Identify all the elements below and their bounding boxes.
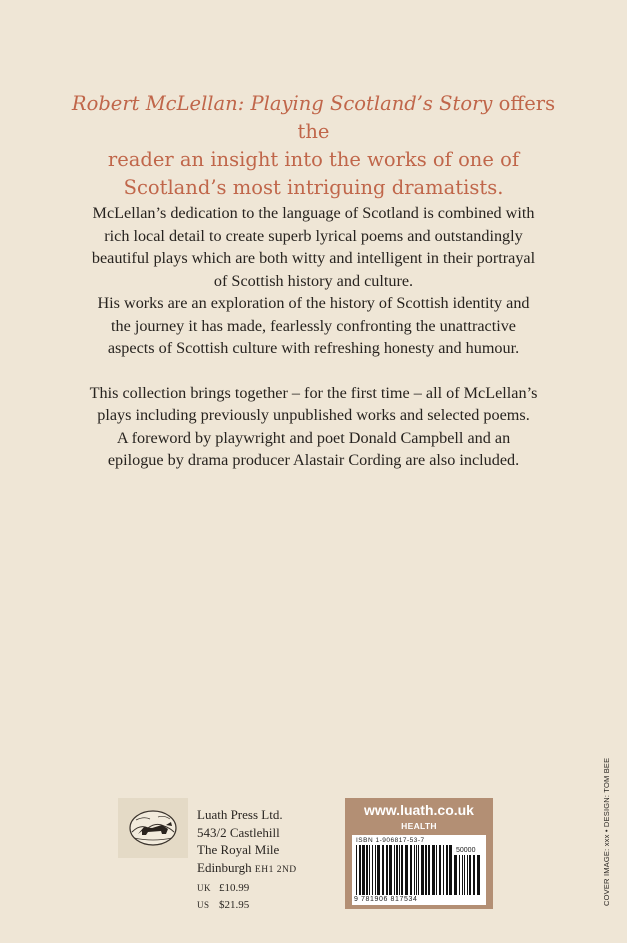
price-list [197,880,249,914]
barcode-bar [394,845,395,895]
barcode-bar [436,845,437,895]
barcode-bar [443,845,444,895]
barcode-bar [410,845,412,895]
barcode-bar [377,845,380,895]
barcode-bar [467,855,468,895]
barcode-bar [416,845,417,895]
barcode-bar [389,845,392,895]
intro-blurb [60,90,567,202]
publisher-area: The Royal Mile [197,842,280,857]
barcode-bar [399,845,400,895]
price-amount: £10.99 [219,882,250,894]
paragraph-line: His works are an exploration of the history of Scottish identity and [97,294,530,312]
price-row [197,897,249,914]
design-credit: COVER IMAGE: xxx • DESIGN: TOM BEE [602,757,611,906]
barcode-bar [449,845,452,895]
barcode-bar [375,845,376,895]
paragraph-line: the journey it has made, fearlessly confronting the unattractive [111,316,516,335]
price-barcode-icon [454,855,482,895]
luath-dog-logo-icon [118,798,188,858]
barcode-bar [439,845,441,895]
publisher-address [197,806,297,879]
barcode-area [352,835,486,905]
publisher-name: Luath Press Ltd. [197,807,283,822]
publisher-street: 543/2 Castlehill [197,824,280,840]
paragraph-line: aspects of Scottish culture with refreshing honesty and humour. [107,339,520,357]
barcode-bar [366,845,368,895]
barcode-bar [382,845,384,895]
paragraph-line: epilogue by drama producer Alastair Cording are also included. [107,451,520,469]
barcode-bar [414,845,415,895]
barcode-bar [356,845,357,895]
paragraph-line: plays including previously unpublished works and selected poems. [97,406,530,424]
barcode-panel [345,798,493,909]
description [50,202,577,472]
category-label: HEALTH [401,821,437,831]
barcode-bar [462,855,463,895]
publisher-postcode: EH1 2ND [254,864,297,875]
barcode-bar [372,845,373,895]
barcode-bar [464,855,465,895]
ean-barcode-icon [356,845,452,895]
paragraph-line: McLellan’s dedication to the language of Scotland is combined with [92,204,535,222]
price-row [197,880,249,897]
paragraph-line: of Scottish history and culture. [213,271,414,290]
barcode-bar [396,845,398,895]
barcode-bar [454,855,457,895]
barcode-bar [359,845,361,895]
barcode-bar [401,845,403,895]
barcode-bar [469,855,471,895]
barcode-bar [405,845,408,895]
isbn-label: ISBN 1-906817-53-7 [356,837,425,844]
publisher-city: Edinburgh [197,859,252,875]
ean-number: 9 781906 817534 [354,896,418,903]
website-url: www.luath.co.uk [364,802,474,818]
intro-line-3: Scotland’s most intriguing dramatists. [123,176,504,199]
barcode-bar [386,845,388,895]
intro-line-1: Robert McLellan: Playing Scotland’s Story offers the [71,92,556,143]
book-title: Robert McLellan: Playing Scotland’s Story [71,92,493,115]
barcode-bar [446,845,448,895]
barcode-bar [421,845,424,895]
paragraph-line: beautiful plays which are both witty and intelligent in their portrayal [91,249,536,267]
barcode-bar [362,845,365,895]
price-amount: $21.95 [219,899,250,911]
barcode-bar [418,845,419,895]
paragraph-line: A foreword by playwright and poet Donald Campbell and an [116,428,511,447]
publisher-city-line [197,859,297,880]
price-currency: US [197,900,210,910]
price-currency: UK [197,883,211,893]
intro-line-2: reader an insight into the works of one of [107,148,520,171]
barcode-bar [473,855,475,895]
barcode-bar [477,855,480,895]
barcode-bar [425,845,427,895]
price-code: 50000 [456,847,476,854]
barcode-bar [432,845,435,895]
paragraph-line: rich local detail to create superb lyrical poems and outstandingly [104,226,523,245]
barcode-bar [459,855,460,895]
barcode-bar [369,845,370,895]
barcode-bar [428,845,430,895]
paragraph-line: This collection brings together – for the first time – all of McLellan’s [89,383,538,402]
